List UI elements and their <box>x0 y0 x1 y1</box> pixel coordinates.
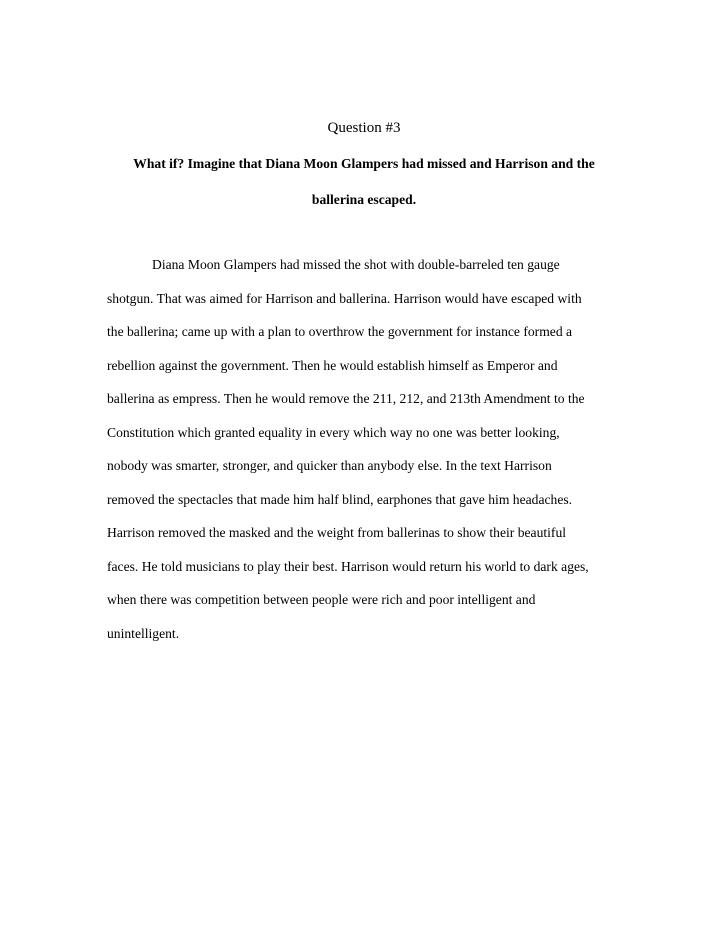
paragraph-line: Harrison removed the masked and the weight from ballerinas to show their beautiful <box>107 525 567 540</box>
paragraph-line: faces. He told musicians to play their best. Harrison would return his world to dark ages, <box>107 558 589 574</box>
paragraph-line: rebellion against the government. Then he would establish himself as Emperor and <box>107 357 558 373</box>
paragraph-line: unintelligent. <box>107 625 180 641</box>
question-prompt-line: What if? Imagine that Diana Moon Glampers had missed and Harrison and the <box>133 156 595 171</box>
paragraph-line: nobody was smarter, stronger, and quicker than anybody else. In the text Harrison <box>107 458 552 473</box>
paragraph-line: Constitution which granted equality in every which way no one was better looking, <box>107 424 560 440</box>
paragraph-line: shotgun. That was aimed for Harrison and ballerina. Harrison would have escaped with <box>107 290 582 306</box>
paragraph-line: ballerina as empress. Then he would remove the 211, 212, and 213th Amendment to the <box>107 391 585 406</box>
paragraph-line: when there was competition between people were rich and poor intelligent and <box>107 592 536 607</box>
paragraph-line: removed the spectacles that made him half blind, earphones that gave him headaches. <box>107 491 573 507</box>
document-title: Question #3 <box>327 120 401 136</box>
paragraph-line: Diana Moon Glampers had missed the shot with double-barreled ten gauge <box>152 257 560 272</box>
question-prompt-line: ballerina escaped. <box>311 192 417 207</box>
paragraph-line: the ballerina; came up with a plan to overthrow the government for instance formed a <box>107 324 573 339</box>
